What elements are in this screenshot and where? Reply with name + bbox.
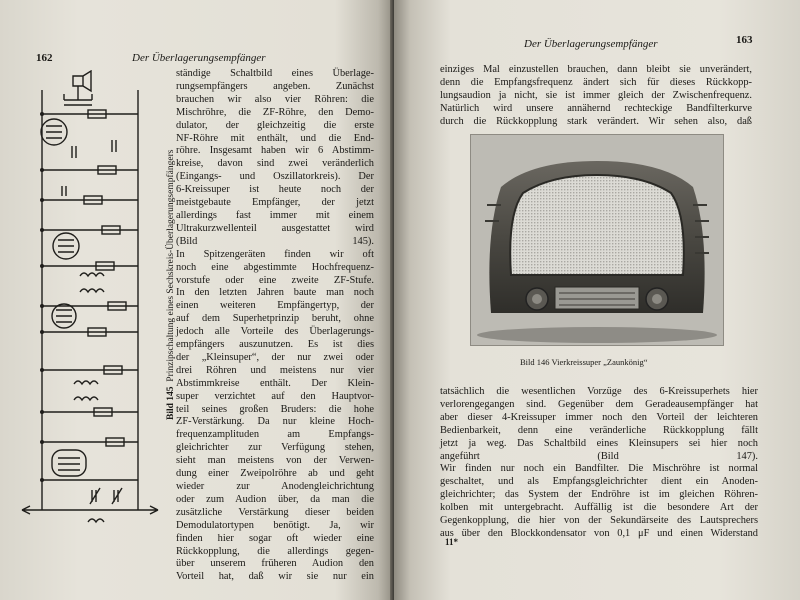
text-line: aus über den Blockkondensator von 0,1 μF und einen Widerstand: [440, 527, 758, 539]
text-line: wieder zur Anodengleichrichtung: [176, 481, 374, 492]
text-line: In den letzten Jahren baute man noch: [176, 287, 374, 299]
text-line: Bedienbarkeit, denn eine veränderliche Rückkopplung fällt: [440, 424, 758, 436]
text-line: lungsaudion ja nicht, sie ist immer gleich der Zwischenfrequenz.: [440, 89, 752, 101]
left-body-text: [176, 68, 374, 584]
text-line: aber dieser 4-Kreissuper immer noch den Vorteil der leichteren: [440, 411, 758, 423]
radio-illustration: [471, 135, 723, 345]
text-line: noch eine abgestimmte Hochfrequenz-: [176, 261, 374, 273]
signature-mark: 11*: [445, 537, 459, 547]
text-line: dulator, der gleichzeitig die erste: [176, 119, 374, 131]
text-line: oder zum Audion über, da man die: [176, 493, 374, 505]
text-line: durch die Rückkopplung stark verändert. Wir sehen also, daß: [440, 115, 752, 127]
text-line: finden hier sogar oft wieder eine: [176, 532, 374, 544]
text-line: der „Kleinsuper“, der nur zwei oder: [176, 351, 374, 363]
text-line: dung einer Zweipolröhre ab und geht: [176, 468, 374, 480]
text-line: Demodulatortypen benötigt. Ja, wir: [176, 519, 374, 531]
right-running-head: Der Überlagerungsempfänger: [524, 38, 658, 50]
radio-photo: [470, 134, 724, 346]
text-line: (Eingangs- und Oszillatorkreis). Der: [176, 171, 374, 183]
text-line: jetzt ja weg. Das Schaltbild eines Kleinsupers sei hier noch: [440, 437, 758, 449]
text-line: super verzichtet auf den Hauptvor-: [176, 390, 374, 402]
text-line: verlorengegangen sind. Gegenüber dem Geradeausempfänger hat: [440, 398, 758, 410]
text-line: einen weiteren Empfängertyp, der: [176, 300, 374, 312]
text-line: jedoch alle Vorteile des Überlagerungs-: [176, 326, 374, 338]
text-line: denn die Empfangsfrequenz ändert sich für dieses Rückkopp-: [440, 76, 752, 88]
left-page: [0, 0, 394, 600]
text-line: auf dem Superhetprinzip beruht, ohne: [176, 313, 374, 325]
text-line: gleichrichter zur Verfügung stehen,: [176, 442, 374, 454]
text-line: Wir finden nur noch ein Bandfilter. Die Mischröhre ist normal: [440, 463, 758, 475]
text-line: tatsächlich die wesentlichen Vorzüge des 6-Kreissuperhets hier: [440, 386, 758, 397]
text-line: Rückkopplung, die allerdings gegen-: [176, 545, 374, 557]
text-line: (Bild 145).: [176, 235, 374, 247]
text-line: meistgebaute Empfänger, der jetzt: [176, 197, 374, 209]
text-line: vorstufe oder eine zweite ZF-Stufe.: [176, 274, 374, 286]
right-figure-caption: Bild 146 Vierkreissuper „Zaunkönig“: [520, 357, 648, 367]
text-line: empfängers auszunutzen. Es ist dies: [176, 339, 374, 351]
text-line: Mischröhre, die ZF-Röhre, den Demo-: [176, 106, 374, 118]
text-line: rungsempfängers angeben. Zunächst: [176, 80, 374, 92]
text-line: Ultrakurzwellenteil ausgestattet wird: [176, 222, 374, 234]
text-line: zusätzliche Verstärkung dieser beiden: [176, 506, 374, 518]
text-line: über unserem früheren Audion den: [176, 558, 374, 570]
text-line: sieht man meistens von der Verwen-: [176, 455, 374, 467]
text-line: brauchen wir also vier Röhren: die: [176, 93, 374, 105]
text-line: Abstimmkreise enthält. Der Klein-: [176, 377, 374, 389]
text-line: angeführt (Bild 147).: [440, 450, 758, 462]
right-body-text-top: [440, 64, 752, 129]
text-line: allerdings fast immer mit einem: [176, 209, 374, 221]
text-line: kolben mit untergebracht. Auffällig ist die besondere Art der: [440, 502, 758, 514]
text-line: Gegenkopplung, die hier von der Sekundärseite des Lautsprechers: [440, 515, 758, 527]
text-line: NF-Röhre mit enthält, und die End-: [176, 132, 374, 144]
text-line: Natürlich wird unsere annähernd rechteckige Bandfilterkurve: [440, 102, 752, 114]
left-figure-number: Bild 145: [166, 386, 176, 420]
text-line: gleichrichter; das System der Endröhre ist im gleichen Röhren-: [440, 489, 758, 501]
text-line: 6-Kreissuper ist heute noch der: [176, 184, 374, 196]
text-line: röhre. Insgesamt haben wir 6 Abstimm-: [176, 145, 374, 157]
left-page-number: 162: [36, 52, 53, 64]
text-line: geschaltet, und als Empfangsgleichrichter dient ein Anoden-: [440, 476, 758, 488]
right-body-text-bottom: [440, 386, 758, 541]
right-page-number: 163: [736, 34, 753, 46]
left-figure-caption-text: Prinzipschaltung eines Sechskreis-Überlagerungsempfängers: [166, 149, 176, 382]
text-line: Vorteil hat, daß wir sie nur ein: [176, 571, 374, 583]
text-line: teil seines großen Bruders: die hohe: [176, 403, 374, 415]
left-figure-caption: [166, 150, 176, 420]
text-line: In Spitzengeräten finden wir oft: [176, 248, 374, 260]
text-line: ständige Schaltbild eines Überlage-: [176, 68, 374, 79]
text-line: kreise, davon sind zwei veränderlich: [176, 158, 374, 170]
circuit-schematic: [18, 70, 168, 550]
left-running-head: Der Überlagerungsempfänger: [132, 52, 266, 64]
text-line: einziges Mal einzustellen brauchen, dann bleibt sie unverändert,: [440, 64, 752, 75]
text-line: drei Röhren und meistens nur vier: [176, 364, 374, 376]
text-line: frequenzamplituden am Empfangs-: [176, 429, 374, 441]
text-line: ZF-Verstärkung. Da nur kleine Hoch-: [176, 416, 374, 428]
